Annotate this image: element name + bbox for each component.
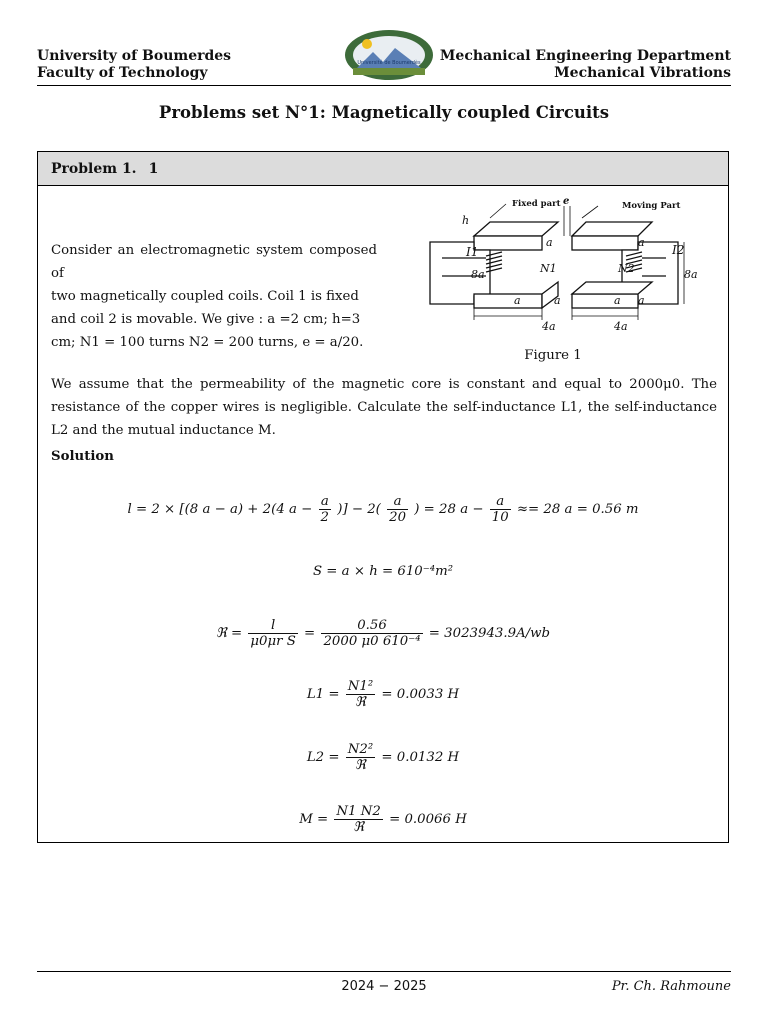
h-label: h — [462, 214, 470, 227]
airgap-label: e — [563, 196, 570, 207]
university-logo — [343, 28, 435, 82]
fraction — [490, 494, 511, 525]
dim-a-label: a — [546, 236, 553, 249]
fraction-denominator: 2000 μ0 610⁻⁴ — [323, 634, 421, 649]
fraction-numerator: l — [270, 618, 276, 633]
fraction-denominator: ℜ — [346, 694, 375, 710]
header-left — [37, 48, 231, 82]
eq-text: = 0.0132 H — [381, 750, 460, 765]
intro-line: Consider an electromagnetic system composed of — [51, 243, 377, 281]
fraction — [321, 618, 422, 649]
fraction-denominator: 10 — [491, 510, 509, 525]
fraction — [346, 679, 375, 710]
header-right — [440, 48, 731, 82]
equation-section: S = a × h = 610⁻⁴m² — [312, 564, 454, 579]
fraction — [334, 804, 382, 835]
university-name: University of Boumerdes — [37, 48, 232, 64]
intro-line: cm; N1 = 100 turns N2 = 200 turns, e = a/20. — [51, 335, 364, 350]
footer-rule — [37, 971, 731, 972]
eq-text: ≈= 28 a = 0.56 m — [516, 502, 639, 517]
problem-statement: We assume that the permeability of the magnetic core is constant and equal to 2000μ0. The resistance of the copper wires is negligible. Calculate the self-inductance L1, the self-inductance L2 and the mutual inductance M. — [51, 377, 717, 438]
fraction-numerator: 0.56 — [357, 618, 387, 633]
academic-year: 2024 − 2025 — [341, 979, 427, 994]
fraction — [248, 618, 297, 649]
problem-intro — [51, 239, 377, 354]
header-rule — [37, 85, 731, 86]
i2-label: I2 — [672, 243, 685, 257]
i1-label: I1 — [466, 245, 479, 259]
fraction — [387, 494, 408, 525]
intro-line: two magnetically coupled coils. Coil 1 is fixed — [51, 289, 359, 304]
equation-length — [38, 494, 728, 525]
eq-text: l = 2 × [(8 a − a) + 2(4 a − — [127, 502, 313, 517]
fraction-numerator: a — [393, 494, 402, 509]
equation-l2 — [38, 742, 728, 773]
fraction-numerator: N1² — [347, 679, 374, 694]
author-name: Pr. Ch. Rahmoune — [611, 979, 731, 994]
department-name: Mechanical Engineering Department — [439, 48, 731, 64]
fraction-denominator: ℜ — [334, 819, 382, 835]
faculty-name: Faculty of Technology — [37, 65, 208, 81]
dim-a-label: a — [514, 294, 521, 307]
eq-text: = 3023943.9A/wb — [428, 626, 551, 641]
fixed-part-label: Fixed part — [512, 199, 561, 209]
fraction-denominator: μ0μr S — [250, 634, 296, 649]
eq-text: = — [304, 626, 316, 641]
n2-label: N2 — [618, 262, 635, 275]
eq-text: L1 = — [306, 687, 340, 702]
dim-8a-right: 8a — [684, 268, 698, 281]
dim-a-label: a — [638, 236, 645, 249]
figure-caption: Figure 1 — [524, 348, 582, 363]
eq-text: ) = 28 a − — [414, 502, 484, 517]
logo-text: Université de Boumerdès — [357, 60, 421, 66]
dim-8a-left: 8a — [471, 268, 485, 281]
eq-text: )] − 2( — [337, 502, 381, 517]
equation-l1 — [38, 679, 728, 710]
fraction-numerator: a — [496, 494, 505, 509]
n1-label: N1 — [540, 262, 557, 275]
fraction — [319, 494, 331, 525]
problem-header — [38, 152, 728, 186]
page-title: Problems set N°1: Magnetically coupled Circuits — [158, 103, 610, 122]
moving-part-label: Moving Part — [622, 201, 681, 211]
fraction-denominator: ℜ — [346, 757, 375, 773]
course-name: Mechanical Vibrations — [554, 65, 731, 81]
eq-text: L2 = — [306, 750, 340, 765]
dim-4a-left: 4a — [542, 320, 556, 333]
eq-text: = 0.0033 H — [381, 687, 460, 702]
problem-box — [37, 151, 729, 843]
problem-number: 1 — [148, 161, 159, 177]
dim-a-label: a — [638, 294, 645, 307]
fraction-numerator: N2² — [347, 742, 374, 757]
dim-a-label: a — [614, 294, 621, 307]
dim-a-label: a — [554, 294, 561, 307]
equation-reluctance — [38, 618, 728, 649]
eq-text: ℜ = — [215, 626, 243, 641]
equation-mutual — [38, 804, 728, 835]
magnetic-circuit-figure — [426, 196, 698, 342]
fraction-denominator: 2 — [320, 510, 330, 525]
fraction — [346, 742, 375, 773]
solution-heading: Solution — [51, 449, 114, 464]
fraction-denominator: 20 — [389, 510, 407, 525]
fraction-numerator: N1 N2 — [336, 804, 381, 819]
fraction-numerator: a — [320, 494, 329, 509]
dim-4a-right: 4a — [614, 320, 628, 333]
eq-text: M = — [299, 812, 329, 827]
problem-label: Problem 1. — [51, 161, 137, 177]
intro-line: and coil 2 is movable. We give : a =2 cm; h=3 — [51, 312, 361, 327]
eq-text: = 0.0066 H — [389, 812, 467, 827]
